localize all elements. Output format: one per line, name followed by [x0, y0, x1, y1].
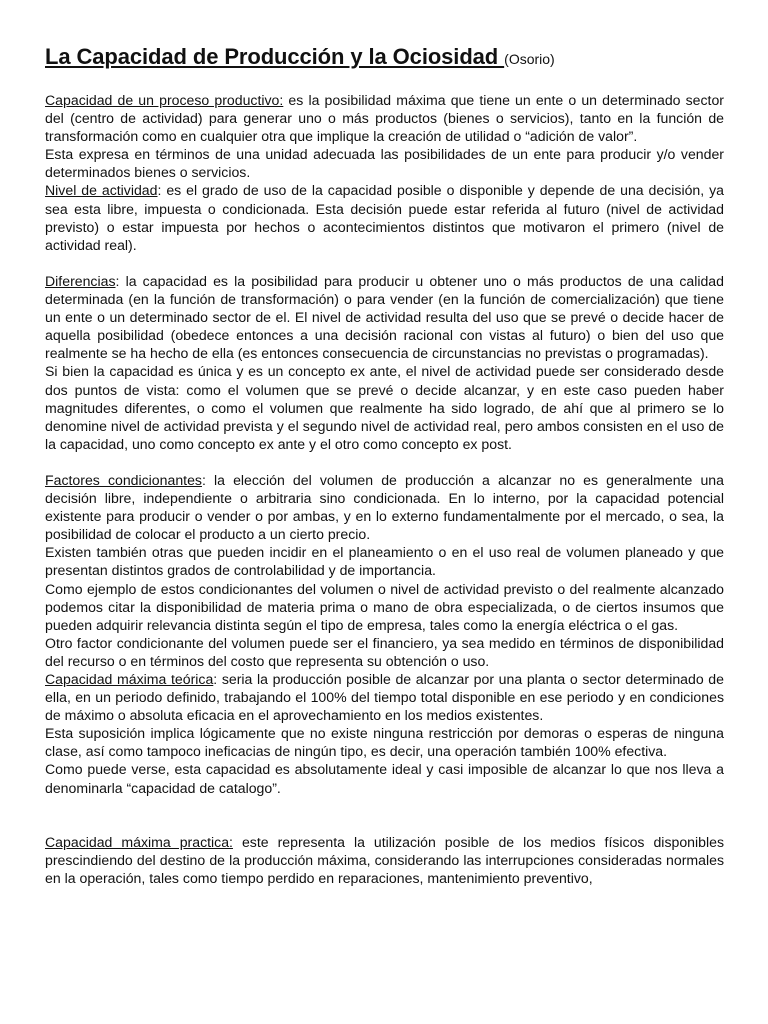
paragraph-capacidad-proceso: [45, 91, 724, 145]
document-heading: [45, 42, 724, 72]
paragraph-spacer: [45, 797, 724, 833]
paragraph-text: Si bien la capacidad es única y es un concepto ex ante, el nivel de actividad puede ser considerado desde dos puntos de vista: como el volumen que se prevé o decide alcanzar, y en este caso pueden haber magnitudes diferentes, o como el volumen que realmente ha sido logrado, de ahí que al primero se lo denomine nivel de actividad prevista y el segundo nivel de actividad real, pero ambos consisten en el uso de la capacidad, uno como concepto ex ante y el otro como concepto ex post.: [45, 363, 724, 452]
paragraph-capacidad-teorica: [45, 670, 724, 724]
paragraph-text: Esta expresa en términos de una unidad adecuada las posibilidades de un ente para producir y/o vender determinados bienes o servicios.: [45, 146, 724, 181]
term-capacidad-proceso: Capacidad de un proceso productivo:: [45, 92, 284, 108]
paragraph-text: Existen también otras que pueden incidir en el planeamiento o en el uso real de volumen planeado y que presentan distintos grados de controlabilidad y de importancia.: [45, 544, 724, 579]
document-title: La Capacidad de Producción y la Ociosidad: [45, 44, 505, 69]
paragraph-ejemplos: [45, 580, 724, 634]
paragraph-capacidad-practica: [45, 833, 724, 887]
paragraph-capacidad-catalogo: [45, 760, 724, 796]
term-diferencias: Diferencias: [45, 272, 116, 289]
paragraph-text: : es el grado de uso de la capacidad posible o disponible y depende de una decisión, ya sea esta libre, impuesta o condicionada. Esta decisión puede estar referida al futuro (nivel de actividad previsto) o estar impuesta por hechos o acontecimientos distintos que motivaron el primero (nivel de actividad real).: [45, 182, 724, 253]
term-factores-condicionantes: Factores condicionantes: [45, 471, 202, 488]
paragraph-nivel-actividad: [45, 181, 724, 253]
paragraph-text: es la posibilidad máxima que tiene un ente o un determinado sector del (centro de actividad) para generar uno o más productos (bienes o servicios), tanto en la función de transformación como en cualquier otra que implique la creación de utilidad o “adición de valor”.: [45, 92, 724, 145]
document-author: (Osorio): [504, 51, 555, 67]
document-body: [45, 91, 724, 887]
paragraph-text: este representa la utilización posible de los medios físicos disponibles prescindiendo del destino de la producción máxima, considerando las interrupciones consideradas normales en la operación, tales como tiempo perdido en reparaciones, mantenimiento preventivo,: [45, 833, 724, 887]
paragraph-otras-incidencias: [45, 543, 724, 579]
document-page: [45, 42, 724, 887]
paragraph-text: : la capacidad es la posibilidad para producir u obtener uno o más productos de una calidad determinada (en la función de transformación) o para vender (en la función de comercialización) que tiene un ente o un determinado sector de el. El nivel de actividad resulta del uso que se prevé o decide hacer de aquella posibilidad (obedece entonces a una decisión racional con vistas al futuro) o bien del uso que realmente se ha hecho de ella (es entonces consecuencia de circunstancias no previstas o programadas).: [45, 272, 724, 362]
paragraph-spacer: [45, 453, 724, 471]
paragraph-text: Como puede verse, esta capacidad es absolutamente ideal y casi imposible de alcanzar lo que nos lleva a denominarla “capacidad de catalogo”.: [45, 761, 724, 796]
term-nivel-actividad: Nivel de actividad: [45, 182, 158, 199]
paragraph-factores-condicionantes: [45, 471, 724, 543]
paragraph-expresion: [45, 145, 724, 181]
paragraph-text: : seria la producción posible de alcanzar por una planta o sector determinado de ella, en un periodo definido, trabajando el 100% del tiempo total disponible en ese periodo y en condiciones de máximo o absoluta eficacia en el aprovechamiento en los medios existentes.: [45, 671, 724, 724]
paragraph-diferencias: [45, 272, 724, 362]
paragraph-text: Otro factor condicionante del volumen puede ser el financiero, ya sea medido en términos de disponibilidad del recurso o en términos del costo que representa su obtención o uso.: [45, 634, 724, 669]
paragraph-text: Esta suposición implica lógicamente que no existe ninguna restricción por demoras o esperas de ninguna clase, así como tampoco ineficacias de ningún tipo, es decir, una operación también 100% efectiva.: [45, 725, 724, 760]
paragraph-suposicion: [45, 724, 724, 760]
paragraph-factor-financiero: [45, 634, 724, 670]
term-capacidad-teorica: Capacidad máxima teórica: [45, 671, 214, 687]
paragraph-spacer: [45, 254, 724, 272]
paragraph-text: : la elección del volumen de producción a alcanzar no es generalmente una decisión libre, independiente o arbitraria sino condicionada. En lo interno, por la capacidad potencial existente para producir o vender o por ambas, y en lo externo fundamentalmente por el mercado, o sea, la posibilidad de colocar el producto a un cierto precio.: [45, 471, 724, 543]
paragraph-ex-ante: [45, 362, 724, 452]
term-capacidad-practica: Capacidad máxima practica:: [45, 833, 233, 850]
paragraph-text: Como ejemplo de estos condicionantes del volumen o nivel de actividad previsto o del realmente alcanzado podemos citar la disponibilidad de materia prima o mano de obra especializada, o de ciertos insumos que pueden adquirir relevancia distinta según el tipo de empresa, tales como la energía eléctrica o el gas.: [45, 580, 724, 633]
